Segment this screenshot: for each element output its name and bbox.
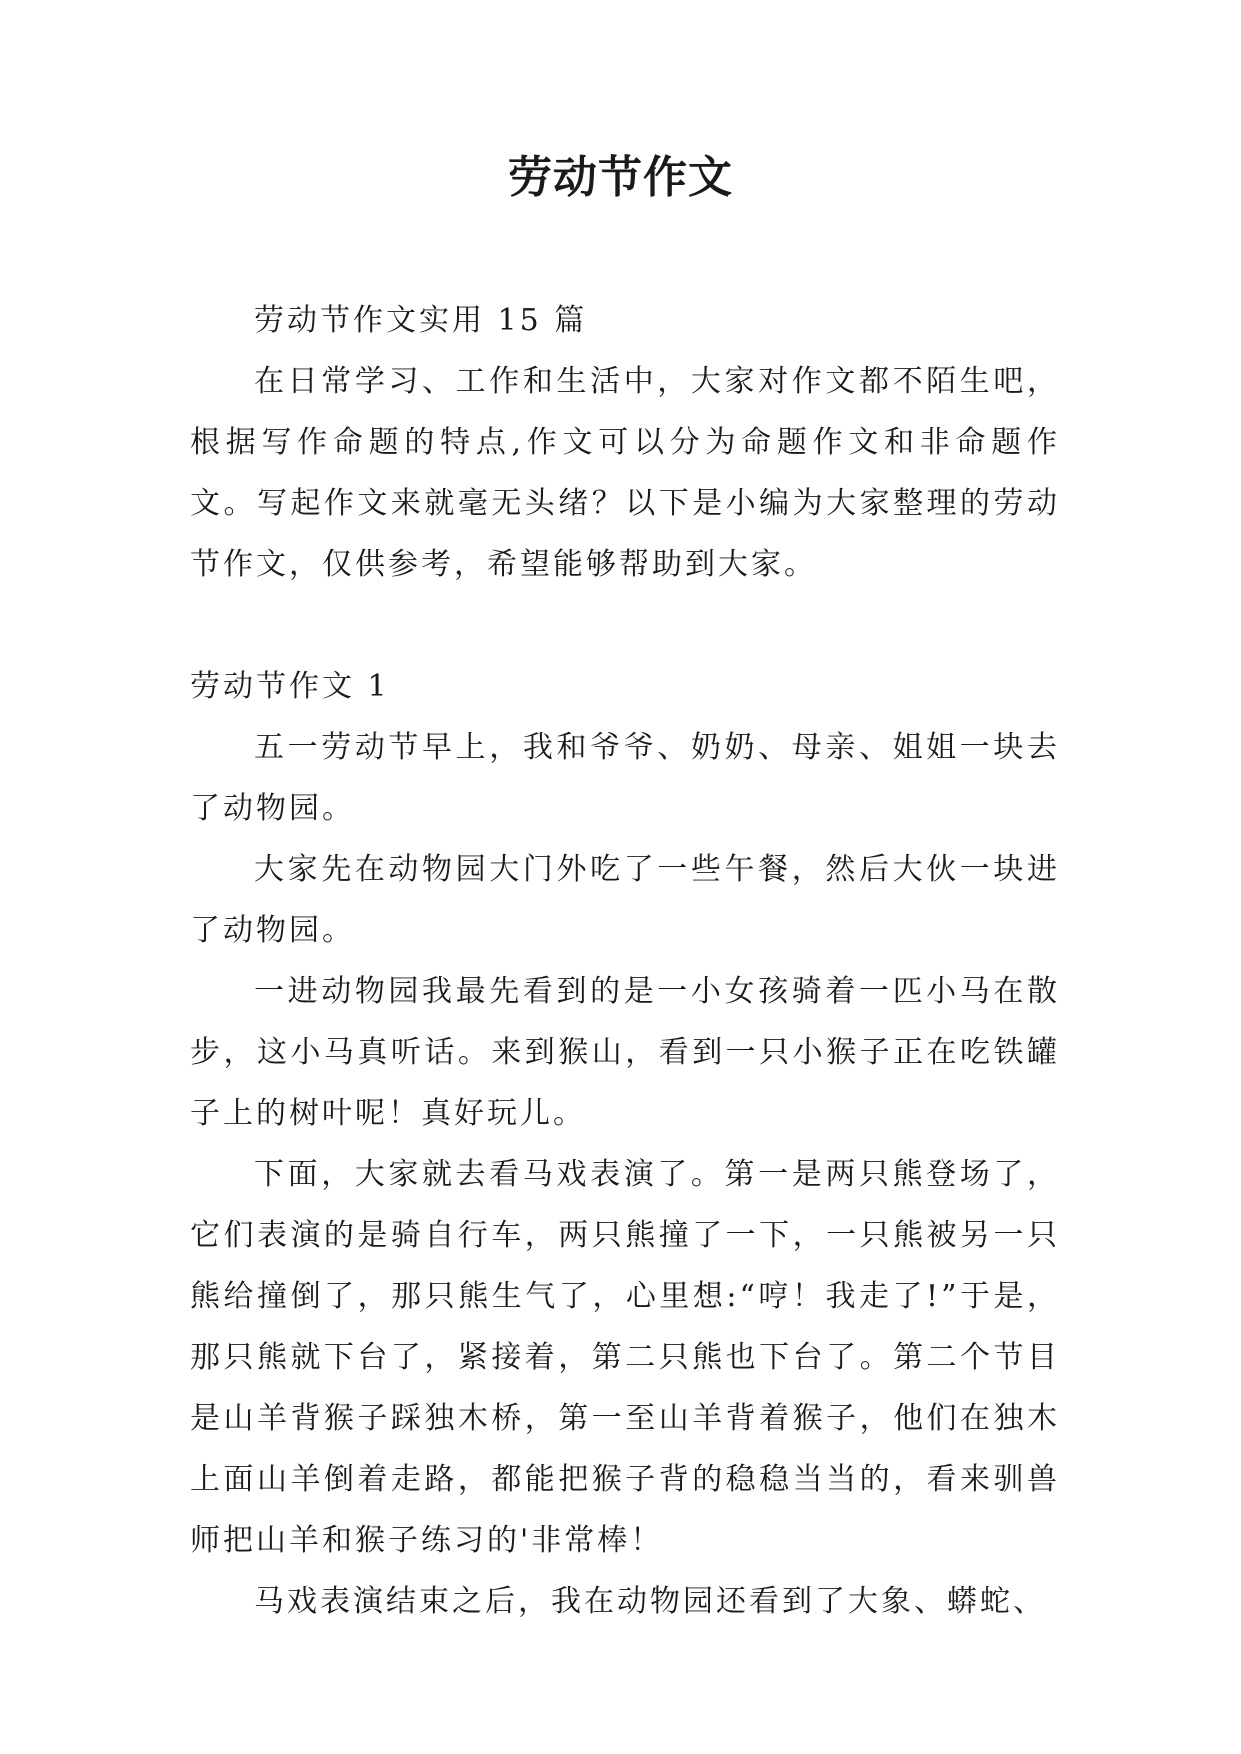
section-spacer [190, 595, 1060, 656]
body-paragraph: 一进动物园我最先看到的是一小女孩骑着一匹小马在散步，这小马真听话。来到猴山，看到一只小猴子正在吃铁罐子上的树叶呢！真好玩儿。 [190, 974, 1060, 1131]
body-paragraph: 大家先在动物园大门外吃了一些午餐，然后大伙一块进了动物园。 [190, 852, 1060, 948]
document-body [190, 290, 1060, 1632]
intro-paragraph: 在日常学习、工作和生活中，大家对作文都不陌生吧，根据写作命题的特点,作文可以分为命题作文和非命题作文。写起作文来就毫无头绪？以下是小编为大家整理的劳动节作文，仅供参考，希望能够帮助到大家。 [190, 364, 1060, 582]
body-paragraph: 马戏表演结束之后，我在动物园还看到了大象、蟒蛇、 [254, 1584, 1046, 1619]
document-subtitle: 劳动节作文实用 15 篇 [254, 303, 588, 338]
section-heading: 劳动节作文 1 [190, 669, 390, 704]
body-paragraph: 下面，大家就去看马戏表演了。第一是两只熊登场了，它们表演的是骑自行车，两只熊撞了一下，一只熊被另一只熊给撞倒了，那只熊生气了，心里想:“哼！我走了!”于是，那只熊就下台了，紧接着，第二只熊也下台了。第二个节目是山羊背猴子踩独木桥，第一至山羊背着猴子，他们在独木上面山羊倒着走路，都能把猴子背的稳稳当当的，看来驯兽师把山羊和猴子练习的'非常棒！ [190, 1157, 1060, 1558]
document-title: 劳动节作文 [508, 152, 733, 203]
body-paragraph: 五一劳动节早上，我和爷爷、奶奶、母亲、姐姐一块去了动物园。 [190, 730, 1060, 826]
